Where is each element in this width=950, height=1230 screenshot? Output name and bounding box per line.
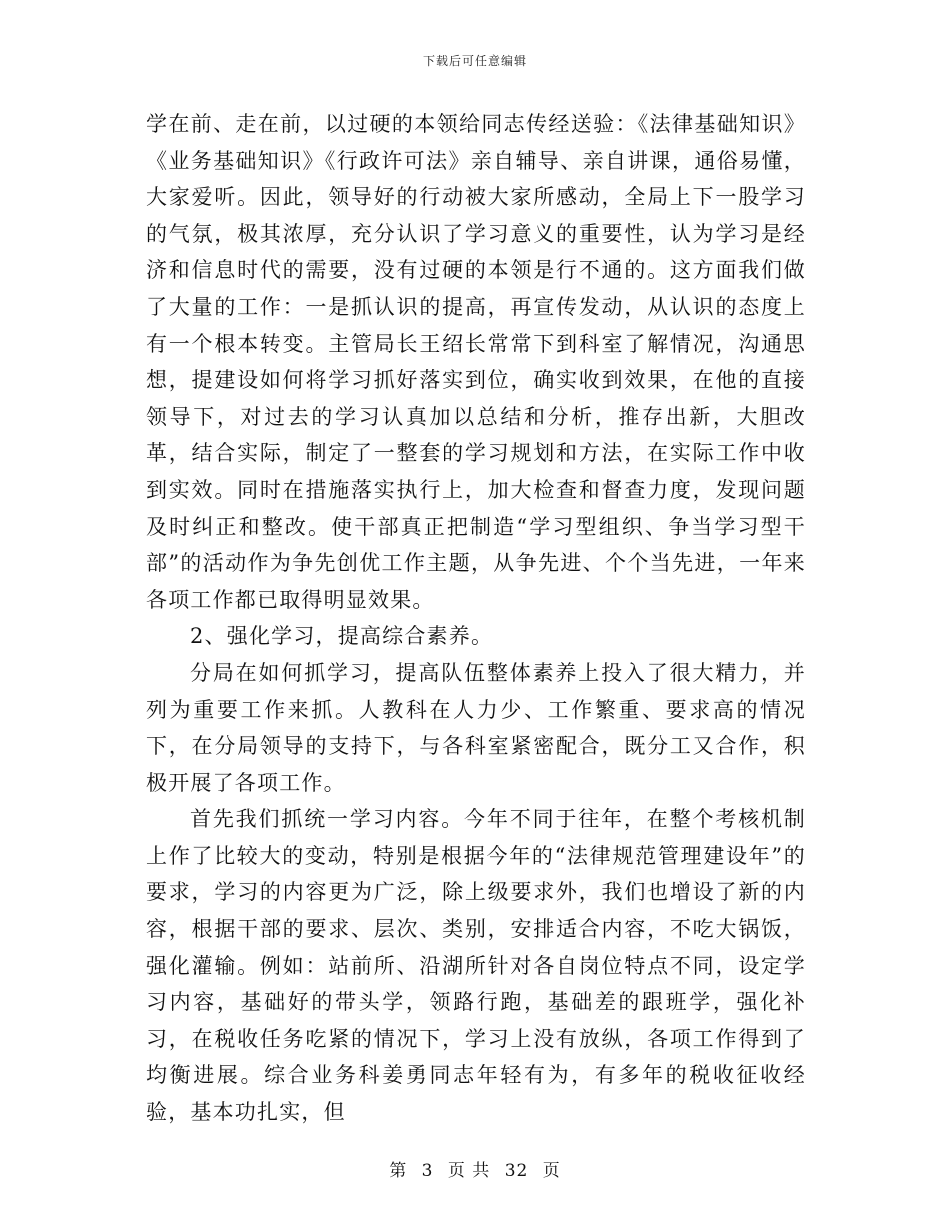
- section-heading: 2、强化学习，提高综合素养。: [190, 624, 494, 649]
- page-footer: [0, 1156, 950, 1181]
- footer-mid: 页 共: [447, 1161, 491, 1181]
- page-number-total: 32: [504, 1161, 529, 1181]
- paragraph-3: 首先我们抓统一学习内容。今年不同于往年，在整个考核机制上作了比较大的变动，特别是根据今年的“法律规范管理建设年”的要求，学习的内容更为广泛，除上级要求外，我们也增设了新的内容，根据干部的要求、层次、类别，安排适合内容，不吃大锅饭，强化灌输。例如：站前所、沿湖所针对各自岗位特点不同，设定学习内容，基础好的带头学，领路行跑，基础差的跟班学，强化补习，在税收任务吃紧的情况下，学习上没有放纵，各项工作得到了均衡进展。综合业务科姜勇同志年轻有为，有多年的税收征收经验，基本功扎实，但: [146, 807, 806, 1125]
- paragraph-2: 分局在如何抓学习，提高队伍整体素养上投入了很大精力，并列为重要工作来抓。人教科在人力少、工作繁重、要求高的情况下，在分局领导的支持下，与各科室紧密配合，既分工又合作，积极开展了各项工作。: [146, 660, 806, 795]
- page-number-current: 3: [421, 1161, 434, 1181]
- footer-suffix: 页: [542, 1161, 561, 1181]
- footer-prefix: 第: [389, 1161, 408, 1181]
- page-header: 下载后可任意编辑: [422, 54, 527, 68]
- paragraph-1: 学在前、走在前，以过硬的本领给同志传经送验：《法律基础知识》《业务基础知识》《行政许可法》亲自辅导、亲自讲课，通俗易懂，大家爱听。因此，领导好的行动被大家所感动，全局上下一股学习的气氛，极其浓厚，充分认识了学习意义的重要性，认为学习是经济和信息时代的需要，没有过硬的本领是行不通的。这方面我们做了大量的工作：一是抓认识的提高，再宣传发动，从认识的态度上有一个根本转变。主管局长王绍长常常下到科室了解情况，沟通思想，提建设如何将学习抓好落实到位，确实收到效果，在他的直接领导下，对过去的学习认真加以总结和分析，推存出新，大胆改革，结合实际，制定了一整套的学习规划和方法，在实际工作中收到实效。同时在措施落实执行上，加大检查和督查力度，发现问题及时纠正和整改。使干部真正把制造“学习型组织、争当学习型干部”的活动作为争先创优工作主题，从争先进、个个当先进，一年来各项工作都已取得明显效果。: [146, 112, 806, 612]
- document-body: [146, 106, 806, 1131]
